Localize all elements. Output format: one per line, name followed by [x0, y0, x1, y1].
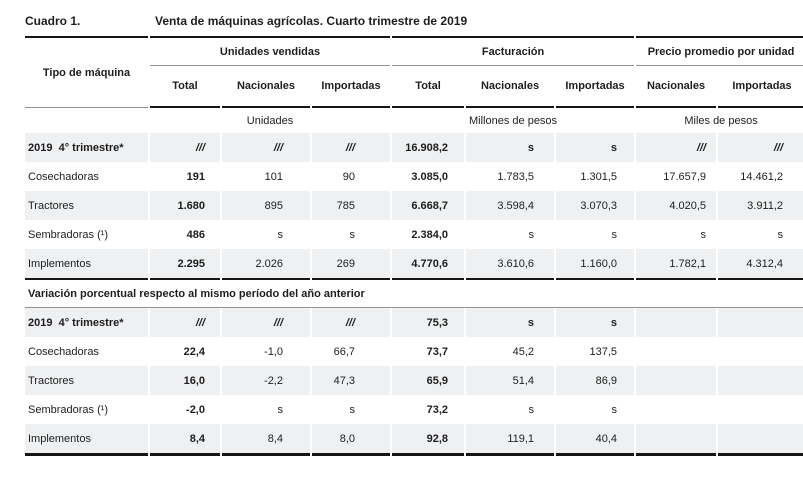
cell: [636, 337, 716, 366]
cell: 785: [312, 191, 390, 220]
cell: -2,2: [222, 366, 310, 395]
table-row: [25, 162, 803, 191]
data-table: [23, 36, 803, 456]
cell: s: [349, 228, 356, 241]
cell: 92,8: [392, 424, 464, 456]
row-label: Implementos: [25, 424, 148, 456]
row-label: Cosechadoras: [28, 345, 99, 358]
cell: 86,9: [556, 366, 634, 395]
cell: 3.070,3: [556, 191, 634, 220]
cell: ///: [312, 133, 390, 162]
col-uv-total: Total: [150, 66, 220, 108]
cell: s: [528, 228, 535, 241]
cell: 895: [222, 191, 310, 220]
cell: 191: [186, 170, 205, 183]
cell: s: [556, 308, 634, 337]
cell: 8,4: [150, 424, 220, 456]
cell: 45,2: [512, 345, 535, 358]
table-row: [25, 220, 803, 249]
caption-number: Cuadro 1.: [25, 14, 81, 28]
cell: 3.911,2: [718, 191, 803, 220]
cell: [636, 308, 716, 337]
units-row: [25, 108, 803, 133]
cell: 101: [264, 170, 283, 183]
cell: [718, 424, 803, 456]
cell: 14.461,2: [740, 170, 784, 183]
cell: s: [611, 403, 618, 416]
cell: s: [277, 403, 283, 416]
cell: ///: [636, 133, 716, 162]
cell: 73,7: [426, 345, 449, 358]
cell: s: [277, 228, 283, 241]
row-label: Tractores: [25, 366, 148, 395]
cell: 3.085,0: [411, 170, 449, 183]
cell: ///: [718, 133, 803, 162]
cell: 1.680: [150, 191, 220, 220]
cell: 2.026: [222, 249, 310, 280]
cell: 8,4: [222, 424, 310, 456]
cell: s: [528, 403, 535, 416]
cell: 1.782,1: [636, 249, 716, 280]
cell: -1,0: [264, 345, 283, 358]
cell: ///: [312, 308, 390, 337]
cell: 2.295: [150, 249, 220, 280]
cell: 4.020,5: [636, 191, 716, 220]
cell: 40,4: [556, 424, 634, 456]
cell: 3.598,4: [466, 191, 554, 220]
cell: s: [777, 228, 784, 241]
row-label: 2019 4° trimestre*: [25, 133, 148, 162]
cell: 4.770,6: [392, 249, 464, 280]
cell: ///: [150, 308, 220, 337]
group-facturacion: Facturación: [392, 36, 634, 66]
cell: 1.160,0: [556, 249, 634, 280]
row-label: 2019 4° trimestre*: [25, 308, 148, 337]
row-label: Cosechadoras: [28, 170, 99, 183]
units-unidades: Unidades: [246, 114, 294, 127]
cell: s: [466, 308, 554, 337]
cell: s: [466, 133, 554, 162]
col-uv-nacionales: Nacionales: [222, 66, 310, 108]
table-header: [25, 36, 803, 133]
row-label: Sembradoras (¹): [28, 228, 109, 241]
col-fact-nacionales: Nacionales: [466, 66, 554, 108]
table-row: [25, 191, 803, 220]
cell: s: [700, 228, 707, 241]
table-body: [25, 133, 803, 456]
cell: 66,7: [333, 345, 356, 358]
cell: s: [611, 228, 618, 241]
cell: [636, 395, 716, 424]
table-row: [25, 395, 803, 424]
cell: ///: [222, 308, 310, 337]
col-fact-importadas: Importadas: [556, 66, 634, 108]
cell: s: [556, 133, 634, 162]
col-precio-importadas: Importadas: [718, 66, 803, 108]
table-caption: [0, 0, 803, 28]
cell: [718, 337, 803, 366]
cell: [718, 366, 803, 395]
cell: 17.657,9: [663, 170, 707, 183]
cell: 3.610,6: [466, 249, 554, 280]
row-label: Implementos: [25, 249, 148, 280]
table-row: [25, 424, 803, 456]
cell: 119,1: [466, 424, 554, 456]
units-miles: Miles de pesos: [684, 114, 758, 127]
cell: 486: [186, 228, 205, 241]
group-unidades-vendidas: Unidades vendidas: [150, 36, 390, 66]
cell: 1.783,5: [497, 170, 535, 183]
row-label: Tractores: [25, 191, 148, 220]
cell: 16,0: [150, 366, 220, 395]
cell: ///: [150, 133, 220, 162]
cell: 8,0: [312, 424, 390, 456]
cell: s: [349, 403, 356, 416]
cell: -2,0: [186, 403, 205, 416]
cell: [718, 308, 803, 337]
table-row: [25, 366, 803, 395]
row-label: Sembradoras (¹): [28, 403, 109, 416]
cell: 22,4: [183, 345, 205, 358]
cell: [636, 424, 716, 456]
cell: 137,5: [589, 345, 618, 358]
cell: [718, 395, 803, 424]
col-uv-importadas: Importadas: [312, 66, 390, 108]
section-header-label: Variación porcentual respecto al mismo período del año anterior: [25, 280, 803, 308]
table-row: [25, 337, 803, 366]
cell: 75,3: [392, 308, 464, 337]
col-precio-nacionales: Nacionales: [636, 66, 716, 108]
cell: 47,3: [312, 366, 390, 395]
cell: 2.384,0: [411, 228, 449, 241]
cell: 65,9: [392, 366, 464, 395]
cell: 1.301,5: [580, 170, 618, 183]
cell: 73,2: [426, 403, 449, 416]
table-row: [25, 249, 803, 280]
units-millones: Millones de pesos: [469, 114, 558, 127]
cell: ///: [222, 133, 310, 162]
caption-title: Venta de máquinas agrícolas. Cuarto trimestre de 2019: [155, 14, 468, 28]
table-row: [25, 133, 803, 162]
group-precio-promedio: Precio promedio por unidad: [636, 36, 803, 66]
cell: 4.312,4: [718, 249, 803, 280]
section-header-row: [25, 280, 803, 308]
table-row: [25, 308, 803, 337]
row-header-label: Tipo de máquina: [25, 36, 148, 108]
group-header-row: [25, 36, 803, 66]
cell: 51,4: [466, 366, 554, 395]
cell: 90: [342, 170, 356, 183]
cell: 269: [312, 249, 390, 280]
cell: [636, 366, 716, 395]
units-spacer: [25, 108, 148, 133]
col-fact-total: Total: [392, 66, 464, 108]
cell: 16.908,2: [392, 133, 464, 162]
cell: 6.668,7: [392, 191, 464, 220]
